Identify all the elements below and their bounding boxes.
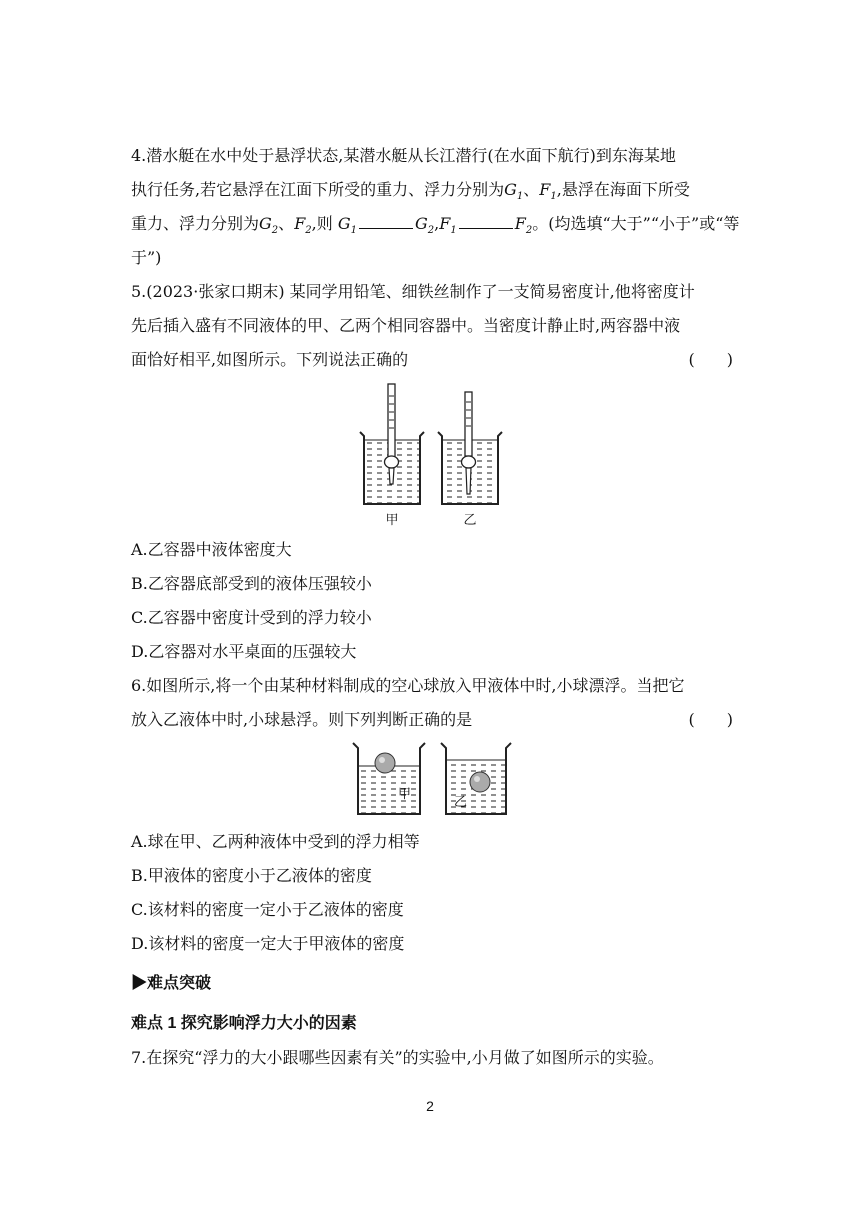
q6-label-b: 乙 [454,794,468,809]
q5-option-c[interactable]: C.乙容器中密度计受到的浮力较小 [131,608,372,627]
q4-line-3-text-a: 重力、浮力分别为 [131,214,260,233]
q4-line-4: 于”) [131,248,162,267]
q5-line-2: 先后插入盛有不同液体的甲、乙两个相同容器中。当密度计静止时,两容器中液 [131,316,681,335]
q6-stem-end: 放入乙液体中时,小球悬浮。则下列判断正确的是 [131,710,473,729]
q4-line-3-text-c: ,则 [311,214,333,233]
q5-line-3 [131,350,733,370]
q6-label-a: 甲 [398,786,412,801]
q4-line-2-text-c: ,悬浮在海面下所受 [556,180,690,199]
section-heading: ▶难点突破 [131,975,212,992]
q6-line-1: 6.如图所示,将一个由某种材料制成的空心球放入甲液体中时,小球漂浮。当把它 [131,676,685,695]
answer-blank-1[interactable] [359,214,413,229]
q7-line-1: 7.在探究“浮力的大小跟哪些因素有关”的实验中,小月做了如图所示的实验。 [131,1048,664,1067]
q6-option-a[interactable]: A.球在甲、乙两种液体中受到的浮力相等 [131,832,420,851]
q6-option-b[interactable]: B.甲液体的密度小于乙液体的密度 [131,866,372,885]
q4-line-3-text-d: 。(均选填“大于”“小于”或“等 [532,214,740,233]
subsection-heading: 难点 1 探究影响浮力大小的因素 [131,1015,357,1032]
var-G1: $G_1$ [504,180,524,203]
q4-line-2-text-a: 执行任务,若它悬浮在江面下所受的重力、浮力分别为 [131,180,505,199]
q5-option-d[interactable]: D.乙容器对水平桌面的压强较大 [131,642,357,661]
answer-blank-2[interactable] [459,214,513,229]
var-F2: $F_2$ [294,214,312,237]
var-F1-b: $F_1$ [439,214,457,237]
var-F2-b: $F_2$ [514,214,533,237]
page-number: 2 [426,1098,434,1114]
var-F1: $F_1$ [539,180,557,203]
q6-line-2 [131,710,733,730]
var-G2: $G_2$ [259,214,279,237]
q6-ball-figure [350,738,512,822]
beaker-b [438,392,502,504]
q5-stem-end: 面恰好相平,如图所示。下列说法正确的 [131,350,409,369]
var-G2-b: $G_2$ [415,214,435,237]
q5-hydrometer-figure [356,380,506,530]
q4-line-3-sep: 、 [278,214,295,233]
beaker-a [360,384,424,504]
beaker-yi [441,743,511,814]
q5-line-1: 5.(2023·张家口期末) 某同学用铅笔、细铁丝制作了一支简易密度计,他将密度计 [131,282,695,301]
q6-option-c[interactable]: C.该材料的密度一定小于乙液体的密度 [131,900,404,919]
beaker-jia [353,743,425,814]
q4-line-1: 4.潜水艇在水中处于悬浮状态,某潜水艇从长江潜行(在水面下航行)到东海某地 [131,146,676,165]
q5-answer-paren[interactable]: ( ) [688,350,733,369]
q5-option-a[interactable]: A.乙容器中液体密度大 [131,540,292,559]
q5-label-b: 乙 [463,512,477,527]
q5-label-a: 甲 [385,512,399,527]
q6-option-d[interactable]: D.该材料的密度一定大于甲液体的密度 [131,934,405,953]
var-G1-b: $G_1$ [337,214,358,237]
q4-line-3: 重力、浮力分别为$G_2$、$F_2$,则 $G_1$ $G_2,F_1$ $F_2$。(均选填“大于”“小于”或“等 [131,214,740,237]
q4-line-2-sep: 、 [523,180,540,199]
q5-option-b[interactable]: B.乙容器底部受到的液体压强较小 [131,574,372,593]
q6-answer-paren[interactable]: ( ) [688,710,733,729]
q4-line-2 [131,180,733,207]
